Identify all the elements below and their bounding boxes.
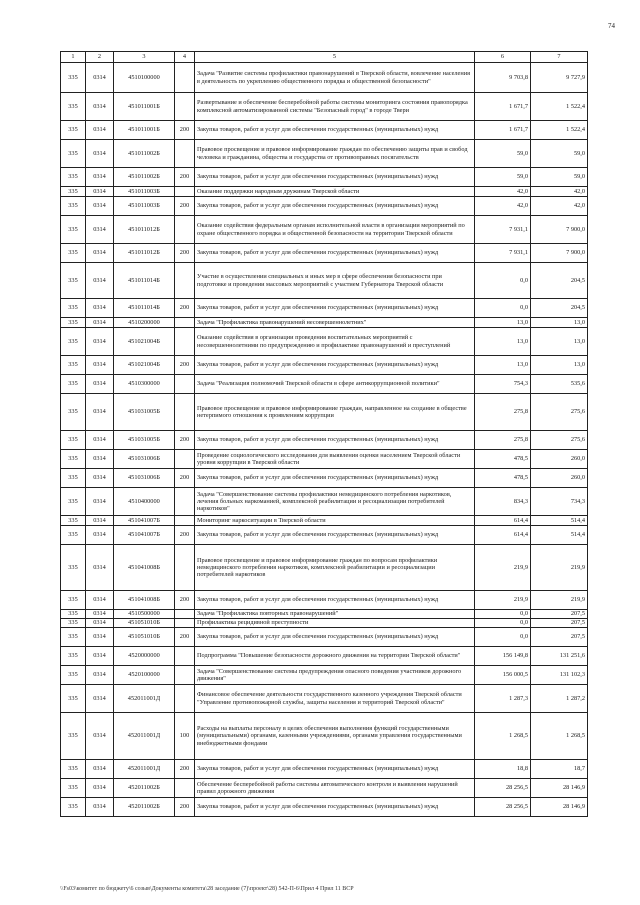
amount-fact-cell: 260,0	[531, 469, 588, 488]
admin-code-cell: 335	[61, 647, 86, 666]
amount-plan-cell: 1 268,5	[475, 713, 531, 760]
description-cell: Оказание поддержки народным дружинам Тверской области	[195, 187, 475, 197]
amount-plan-cell: 59,0	[475, 140, 531, 168]
section-code-cell: 0314	[86, 526, 114, 545]
amount-plan-cell: 13,0	[475, 328, 531, 356]
page-number: 74	[608, 22, 615, 30]
expense-type-cell	[175, 647, 195, 666]
table-row	[61, 619, 588, 628]
target-article-cell: 451031006Б	[114, 450, 175, 469]
amount-fact-cell: 28 146,9	[531, 779, 588, 798]
description-cell: Закупка товаров, работ и услуг для обеспечения государственных (муниципальных) нужд	[195, 121, 475, 140]
expense-type-cell	[175, 779, 195, 798]
admin-code-cell: 335	[61, 450, 86, 469]
admin-code-cell: 335	[61, 488, 86, 516]
table-row	[61, 685, 588, 713]
header-cell: 6	[475, 52, 531, 63]
amount-plan-cell: 7 931,1	[475, 244, 531, 263]
section-code-cell: 0314	[86, 263, 114, 299]
description-cell: Правовое просвещение и правовое информирование граждан по обеспечению защиты прав и свобод человека и гражданина, общества и государства от противоправных посягательств	[195, 140, 475, 168]
section-code-cell: 0314	[86, 469, 114, 488]
expense-type-cell: 200	[175, 356, 195, 375]
expense-type-cell	[175, 216, 195, 244]
header-cell: 2	[86, 52, 114, 63]
admin-code-cell: 335	[61, 197, 86, 216]
amount-plan-cell: 42,0	[475, 197, 531, 216]
admin-code-cell: 335	[61, 516, 86, 526]
admin-code-cell: 335	[61, 760, 86, 779]
section-code-cell: 0314	[86, 318, 114, 328]
section-code-cell: 0314	[86, 187, 114, 197]
target-article-cell: 452011001Д	[114, 685, 175, 713]
admin-code-cell: 335	[61, 121, 86, 140]
section-code-cell: 0314	[86, 140, 114, 168]
admin-code-cell: 335	[61, 187, 86, 197]
admin-code-cell: 335	[61, 299, 86, 318]
amount-plan-cell: 0,0	[475, 610, 531, 619]
amount-fact-cell: 1 522,4	[531, 121, 588, 140]
section-code-cell: 0314	[86, 647, 114, 666]
section-code-cell: 0314	[86, 244, 114, 263]
amount-plan-cell: 156 149,8	[475, 647, 531, 666]
expense-type-cell	[175, 263, 195, 299]
table-row	[61, 469, 588, 488]
target-article-cell: 4510500000	[114, 610, 175, 619]
admin-code-cell: 335	[61, 375, 86, 394]
amount-plan-cell: 219,9	[475, 545, 531, 591]
expense-type-cell: 200	[175, 760, 195, 779]
amount-fact-cell: 13,0	[531, 356, 588, 375]
table-row	[61, 591, 588, 610]
table-row	[61, 394, 588, 431]
amount-fact-cell: 9 727,9	[531, 63, 588, 93]
amount-plan-cell: 275,8	[475, 394, 531, 431]
amount-plan-cell: 0,0	[475, 299, 531, 318]
amount-plan-cell: 0,0	[475, 628, 531, 647]
amount-fact-cell: 260,0	[531, 450, 588, 469]
table-row	[61, 666, 588, 685]
target-article-cell: 451011012Б	[114, 216, 175, 244]
expense-type-cell: 200	[175, 526, 195, 545]
admin-code-cell: 335	[61, 591, 86, 610]
target-article-cell: 451011001Б	[114, 93, 175, 121]
description-cell: Проведение социологического исследования для выявления оценки населением Тверской области уровня коррупции в Тверской области	[195, 450, 475, 469]
table-row	[61, 760, 588, 779]
expense-type-cell	[175, 93, 195, 121]
amount-plan-cell: 1 287,3	[475, 685, 531, 713]
target-article-cell: 4520100000	[114, 666, 175, 685]
amount-plan-cell: 834,3	[475, 488, 531, 516]
description-cell: Задача "Профилактика правонарушений несовершеннолетних"	[195, 318, 475, 328]
target-article-cell: 451021004Б	[114, 328, 175, 356]
section-code-cell: 0314	[86, 713, 114, 760]
header-cell: 7	[531, 52, 588, 63]
admin-code-cell: 335	[61, 619, 86, 628]
section-code-cell: 0314	[86, 328, 114, 356]
section-code-cell: 0314	[86, 450, 114, 469]
amount-fact-cell: 13,0	[531, 328, 588, 356]
table-row	[61, 216, 588, 244]
amount-fact-cell: 42,0	[531, 197, 588, 216]
target-article-cell: 4510200000	[114, 318, 175, 328]
amount-plan-cell: 614,4	[475, 516, 531, 526]
table-row	[61, 798, 588, 817]
section-code-cell: 0314	[86, 516, 114, 526]
description-cell: Мониторинг наркоситуации в Тверской области	[195, 516, 475, 526]
description-cell: Закупка товаров, работ и услуг для обеспечения государственных (муниципальных) нужд	[195, 299, 475, 318]
section-code-cell: 0314	[86, 760, 114, 779]
description-cell: Развертывание и обеспечение бесперебойной работы системы мониторинга состояния правопорядка комплексной автоматизированной системы "Безопасный город" в городе Твери	[195, 93, 475, 121]
description-cell: Задача "Профилактика повторных правонарушений"	[195, 610, 475, 619]
amount-fact-cell: 131 102,3	[531, 666, 588, 685]
section-code-cell: 0314	[86, 431, 114, 450]
admin-code-cell: 335	[61, 685, 86, 713]
table-row	[61, 779, 588, 798]
expense-type-cell: 200	[175, 244, 195, 263]
header-cell: 4	[175, 52, 195, 63]
description-cell: Закупка товаров, работ и услуг для обеспечения государственных (муниципальных) нужд	[195, 197, 475, 216]
section-code-cell: 0314	[86, 394, 114, 431]
target-article-cell: 451021004Б	[114, 356, 175, 375]
target-article-cell: 451041007Б	[114, 516, 175, 526]
target-article-cell: 451011002Б	[114, 168, 175, 187]
section-code-cell: 0314	[86, 685, 114, 713]
admin-code-cell: 335	[61, 216, 86, 244]
section-code-cell: 0314	[86, 619, 114, 628]
target-article-cell: 451051010Б	[114, 628, 175, 647]
amount-fact-cell: 18,7	[531, 760, 588, 779]
amount-fact-cell: 131 251,6	[531, 647, 588, 666]
expense-type-cell	[175, 140, 195, 168]
header-cell: 3	[114, 52, 175, 63]
target-article-cell: 452011002Б	[114, 779, 175, 798]
target-article-cell: 452011001Д	[114, 713, 175, 760]
amount-fact-cell: 1 268,5	[531, 713, 588, 760]
section-code-cell: 0314	[86, 488, 114, 516]
admin-code-cell: 335	[61, 779, 86, 798]
amount-fact-cell: 207,5	[531, 610, 588, 619]
admin-code-cell: 335	[61, 610, 86, 619]
amount-fact-cell: 514,4	[531, 516, 588, 526]
admin-code-cell: 335	[61, 318, 86, 328]
expense-type-cell: 200	[175, 431, 195, 450]
description-cell: Обеспечение бесперебойной работы системы автоматического контроля и выявления нарушений правил дорожного движения	[195, 779, 475, 798]
expense-type-cell	[175, 545, 195, 591]
expense-type-cell	[175, 610, 195, 619]
section-code-cell: 0314	[86, 610, 114, 619]
description-cell: Финансовое обеспечение деятельности государственного казенного учреждения Тверской области "Управление противопожарной службы, защиты населения и территорий Тверской области"	[195, 685, 475, 713]
description-cell: Закупка товаров, работ и услуг для обеспечения государственных (муниципальных) нужд	[195, 591, 475, 610]
amount-plan-cell: 28 256,5	[475, 798, 531, 817]
amount-plan-cell: 0,0	[475, 263, 531, 299]
table-row	[61, 356, 588, 375]
amount-fact-cell: 275,6	[531, 394, 588, 431]
description-cell: Правовое просвещение и правовое информирование граждан по вопросам профилактики немедицинского потребления наркотиков, комплексной реабилитации и ресоциализации потребителей наркотиков	[195, 545, 475, 591]
expense-type-cell	[175, 394, 195, 431]
table-row	[61, 628, 588, 647]
table-row	[61, 488, 588, 516]
amount-fact-cell: 7 900,0	[531, 216, 588, 244]
section-code-cell: 0314	[86, 798, 114, 817]
table-row	[61, 263, 588, 299]
expense-type-cell: 200	[175, 628, 195, 647]
expense-type-cell	[175, 488, 195, 516]
table-row	[61, 516, 588, 526]
amount-fact-cell: 514,4	[531, 526, 588, 545]
amount-plan-cell: 219,9	[475, 591, 531, 610]
description-cell: Закупка товаров, работ и услуг для обеспечения государственных (муниципальных) нужд	[195, 168, 475, 187]
expense-type-cell	[175, 63, 195, 93]
file-path-footer: \\Fs03\комитет по бюджету\6 созыв\Документы комитета\28 заседание (7)\проект\28) 542-П-6\Прил 4 Прил 11 ВСР	[60, 886, 354, 892]
table-row	[61, 187, 588, 197]
admin-code-cell: 335	[61, 244, 86, 263]
admin-code-cell: 335	[61, 93, 86, 121]
table-row	[61, 545, 588, 591]
amount-plan-cell: 42,0	[475, 187, 531, 197]
description-cell: Правовое просвещение и правовое информирование граждан, направленное на создание в обществе нетерпимого отношения к проявлениям коррупции	[195, 394, 475, 431]
admin-code-cell: 335	[61, 713, 86, 760]
target-article-cell: 451041008Б	[114, 545, 175, 591]
section-code-cell: 0314	[86, 93, 114, 121]
target-article-cell: 4510100000	[114, 63, 175, 93]
amount-plan-cell: 156 000,5	[475, 666, 531, 685]
table-row	[61, 93, 588, 121]
amount-fact-cell: 734,3	[531, 488, 588, 516]
expense-type-cell	[175, 187, 195, 197]
expense-type-cell: 200	[175, 121, 195, 140]
target-article-cell: 451051010Б	[114, 619, 175, 628]
target-article-cell: 451031006Б	[114, 469, 175, 488]
table-row	[61, 318, 588, 328]
target-article-cell: 451041007Б	[114, 526, 175, 545]
table-row	[61, 610, 588, 619]
section-code-cell: 0314	[86, 197, 114, 216]
target-article-cell: 4510400000	[114, 488, 175, 516]
amount-plan-cell: 1 671,7	[475, 121, 531, 140]
target-article-cell: 452011001Д	[114, 760, 175, 779]
amount-fact-cell: 204,5	[531, 299, 588, 318]
section-code-cell: 0314	[86, 63, 114, 93]
header-cell: 5	[195, 52, 475, 63]
description-cell: Расходы на выплаты персоналу в целях обеспечения выполнения функций государственными (муниципальными) органами, казенными учреждениями, органами управления государственными внебюджетными фондами	[195, 713, 475, 760]
table-row	[61, 647, 588, 666]
amount-plan-cell: 0,0	[475, 619, 531, 628]
target-article-cell: 4510300000	[114, 375, 175, 394]
expense-type-cell: 200	[175, 299, 195, 318]
admin-code-cell: 335	[61, 526, 86, 545]
table-row	[61, 299, 588, 318]
section-code-cell: 0314	[86, 299, 114, 318]
table-row	[61, 197, 588, 216]
amount-fact-cell: 535,6	[531, 375, 588, 394]
description-cell: Задача "Совершенствование системы профилактики немедицинского потребления наркотиков, лечения больных наркоманией, комплексной реабилитации и ресоциализации потребителей наркотиков"	[195, 488, 475, 516]
amount-fact-cell: 275,6	[531, 431, 588, 450]
description-cell: Закупка товаров, работ и услуг для обеспечения государственных (муниципальных) нужд	[195, 760, 475, 779]
section-code-cell: 0314	[86, 628, 114, 647]
amount-plan-cell: 18,8	[475, 760, 531, 779]
amount-fact-cell: 13,0	[531, 318, 588, 328]
table-row	[61, 713, 588, 760]
expense-type-cell	[175, 328, 195, 356]
table-row	[61, 140, 588, 168]
description-cell: Задача "Развитие системы профилактики правонарушений в Тверской области, вовлечение населения в деятельность по укреплению общественного порядка и общественной безопасности"	[195, 63, 475, 93]
table-row	[61, 375, 588, 394]
amount-plan-cell: 478,5	[475, 469, 531, 488]
section-code-cell: 0314	[86, 216, 114, 244]
section-code-cell: 0314	[86, 375, 114, 394]
amount-plan-cell: 7 931,1	[475, 216, 531, 244]
description-cell: Закупка товаров, работ и услуг для обеспечения государственных (муниципальных) нужд	[195, 628, 475, 647]
amount-plan-cell: 13,0	[475, 356, 531, 375]
expense-type-cell	[175, 685, 195, 713]
target-article-cell: 451011014Б	[114, 263, 175, 299]
target-article-cell: 451011001Б	[114, 121, 175, 140]
amount-plan-cell: 28 256,5	[475, 779, 531, 798]
target-article-cell: 451011003Б	[114, 197, 175, 216]
expense-type-cell: 200	[175, 197, 195, 216]
amount-fact-cell: 1 522,4	[531, 93, 588, 121]
description-cell: Подпрограмма "Повышение безопасности дорожного движения на территории Тверской области"	[195, 647, 475, 666]
target-article-cell: 451011002Б	[114, 140, 175, 168]
description-cell: Закупка товаров, работ и услуг для обеспечения государственных (муниципальных) нужд	[195, 431, 475, 450]
amount-fact-cell: 28 146,9	[531, 798, 588, 817]
description-cell: Оказание содействия в организации проведения воспитательных мероприятий с несовершеннолетними по предупреждению и профилактике правонарушений и преступлений	[195, 328, 475, 356]
amount-fact-cell: 1 287,2	[531, 685, 588, 713]
description-cell: Закупка товаров, работ и услуг для обеспечения государственных (муниципальных) нужд	[195, 526, 475, 545]
admin-code-cell: 335	[61, 168, 86, 187]
expense-type-cell: 200	[175, 591, 195, 610]
admin-code-cell: 335	[61, 356, 86, 375]
table-row	[61, 450, 588, 469]
target-article-cell: 452011002Б	[114, 798, 175, 817]
target-article-cell: 451011003Б	[114, 187, 175, 197]
amount-plan-cell: 478,5	[475, 450, 531, 469]
amount-fact-cell: 219,9	[531, 545, 588, 591]
table-row	[61, 121, 588, 140]
target-article-cell: 451031005Б	[114, 394, 175, 431]
description-cell: Закупка товаров, работ и услуг для обеспечения государственных (муниципальных) нужд	[195, 469, 475, 488]
section-code-cell: 0314	[86, 779, 114, 798]
target-article-cell: 451041008Б	[114, 591, 175, 610]
amount-fact-cell: 59,0	[531, 168, 588, 187]
admin-code-cell: 335	[61, 431, 86, 450]
table-row	[61, 431, 588, 450]
expense-type-cell	[175, 516, 195, 526]
admin-code-cell: 335	[61, 628, 86, 647]
table-row	[61, 526, 588, 545]
description-cell: Закупка товаров, работ и услуг для обеспечения государственных (муниципальных) нужд	[195, 356, 475, 375]
section-code-cell: 0314	[86, 168, 114, 187]
admin-code-cell: 335	[61, 263, 86, 299]
amount-plan-cell: 59,0	[475, 168, 531, 187]
admin-code-cell: 335	[61, 545, 86, 591]
expense-type-cell: 100	[175, 713, 195, 760]
description-cell: Закупка товаров, работ и услуг для обеспечения государственных (муниципальных) нужд	[195, 244, 475, 263]
amount-fact-cell: 42,0	[531, 187, 588, 197]
expense-type-cell: 200	[175, 168, 195, 187]
expense-type-cell	[175, 375, 195, 394]
amount-plan-cell: 754,3	[475, 375, 531, 394]
target-article-cell: 4520000000	[114, 647, 175, 666]
target-article-cell: 451031005Б	[114, 431, 175, 450]
amount-fact-cell: 207,5	[531, 628, 588, 647]
description-cell: Задача "Реализация полномочий Тверской области в сфере антикоррупционной политики"	[195, 375, 475, 394]
table-row	[61, 168, 588, 187]
description-cell: Задача "Совершенствование системы предупреждения опасного поведения участников дорожного движения"	[195, 666, 475, 685]
amount-fact-cell: 7 900,0	[531, 244, 588, 263]
amount-plan-cell: 275,8	[475, 431, 531, 450]
admin-code-cell: 335	[61, 63, 86, 93]
amount-fact-cell: 219,9	[531, 591, 588, 610]
admin-code-cell: 335	[61, 394, 86, 431]
amount-plan-cell: 1 671,7	[475, 93, 531, 121]
expense-type-cell	[175, 666, 195, 685]
admin-code-cell: 335	[61, 140, 86, 168]
expense-type-cell: 200	[175, 469, 195, 488]
admin-code-cell: 335	[61, 666, 86, 685]
amount-fact-cell: 204,5	[531, 263, 588, 299]
section-code-cell: 0314	[86, 356, 114, 375]
admin-code-cell: 335	[61, 469, 86, 488]
description-cell: Профилактика рецидивной преступности	[195, 619, 475, 628]
admin-code-cell: 335	[61, 328, 86, 356]
admin-code-cell: 335	[61, 798, 86, 817]
section-code-cell: 0314	[86, 545, 114, 591]
expense-type-cell	[175, 318, 195, 328]
expense-type-cell	[175, 619, 195, 628]
table-row	[61, 63, 588, 93]
target-article-cell: 451011014Б	[114, 299, 175, 318]
amount-plan-cell: 9 703,8	[475, 63, 531, 93]
expense-type-cell	[175, 450, 195, 469]
target-article-cell: 451011012Б	[114, 244, 175, 263]
amount-plan-cell: 614,4	[475, 526, 531, 545]
description-cell: Закупка товаров, работ и услуг для обеспечения государственных (муниципальных) нужд	[195, 798, 475, 817]
description-cell: Оказание содействия федеральным органам исполнительной власти в организации мероприятий по охране общественного порядка и общественной безопасности на территории Тверской области	[195, 216, 475, 244]
amount-fact-cell: 59,0	[531, 140, 588, 168]
budget-table	[60, 51, 588, 817]
table-row	[61, 328, 588, 356]
amount-fact-cell: 207,5	[531, 619, 588, 628]
description-cell: Участие в осуществлении специальных и иных мер в сфере обеспечения безопасности при подготовке и проведении массовых мероприятий с участием Губернатора Тверской области	[195, 263, 475, 299]
section-code-cell: 0314	[86, 666, 114, 685]
section-code-cell: 0314	[86, 591, 114, 610]
table-header-row	[61, 52, 588, 63]
header-cell: 1	[61, 52, 86, 63]
table-row	[61, 244, 588, 263]
amount-plan-cell: 13,0	[475, 318, 531, 328]
expense-type-cell: 200	[175, 798, 195, 817]
section-code-cell: 0314	[86, 121, 114, 140]
